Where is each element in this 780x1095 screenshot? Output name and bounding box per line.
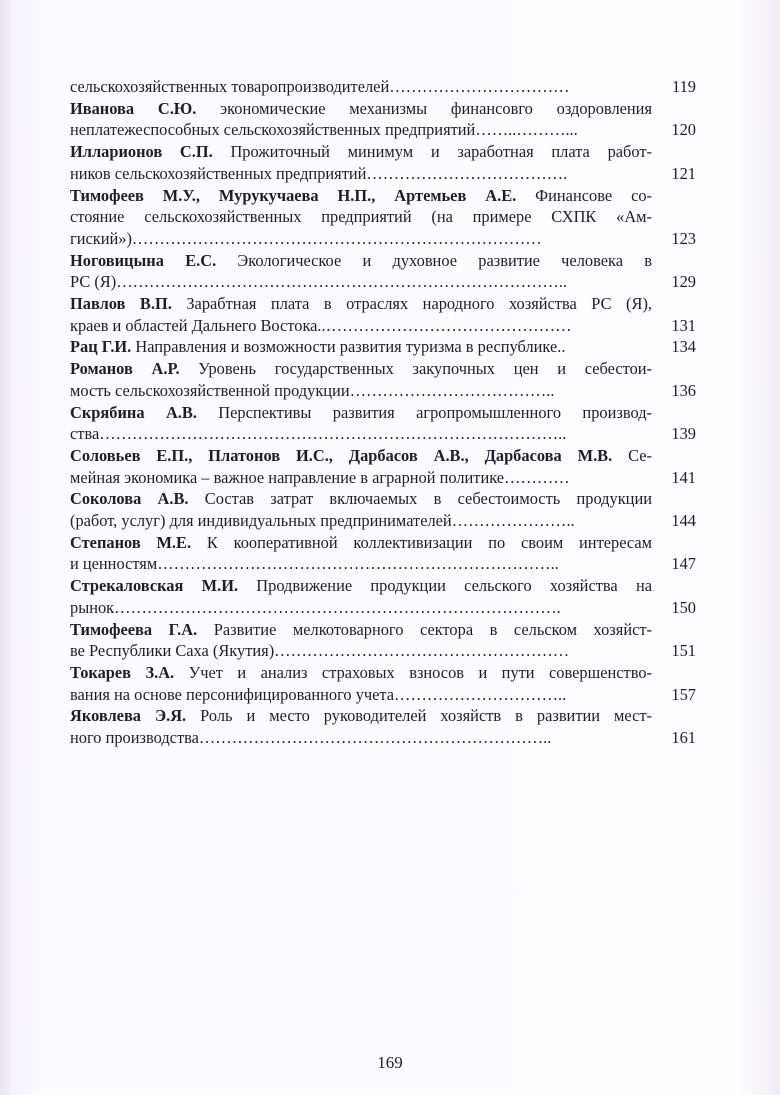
toc-entry-text bbox=[70, 662, 652, 684]
toc-entry-text bbox=[70, 640, 652, 662]
toc-entry-page: 141 bbox=[671, 467, 696, 487]
toc-entry-title: неплатежеспособных сельскохозяйственных предприятий……..………... bbox=[70, 120, 578, 140]
toc-entry-title: К кооперативной коллективизации по своим интересам bbox=[191, 532, 652, 552]
toc-entry-text bbox=[70, 185, 652, 207]
toc-entry-line bbox=[70, 271, 696, 293]
toc-entry-page: 134 bbox=[671, 337, 696, 357]
toc-entry-line bbox=[70, 228, 696, 250]
toc-entry-line bbox=[70, 185, 696, 207]
toc-entry-line bbox=[70, 619, 696, 641]
toc-entry-page: 129 bbox=[671, 272, 696, 292]
toc-entry-title: Состав затрат включаемых в себестоимость продукции bbox=[188, 489, 652, 509]
toc-entry-author: Скрябина А.В. bbox=[70, 402, 197, 422]
toc-entry-page: 121 bbox=[671, 163, 696, 183]
toc-entry-title: рынок………………………………………………………………………. bbox=[70, 597, 561, 617]
toc-entry bbox=[70, 293, 696, 336]
toc-entry-title: Экологическое и духовное развитие человека в bbox=[216, 250, 652, 270]
toc-entry-author: Токарев З.А. bbox=[70, 662, 175, 682]
toc-entry-line bbox=[70, 423, 696, 445]
toc-entry-author: Стрекаловская М.И. bbox=[70, 576, 239, 596]
toc-entry-line bbox=[70, 705, 696, 727]
toc-entry bbox=[70, 488, 696, 531]
toc-entry-author: Романов А.Р. bbox=[70, 359, 180, 379]
toc-entry-title: Уровень государственных закупочных цен и себестои- bbox=[179, 359, 652, 379]
toc-entry-text bbox=[70, 250, 652, 272]
toc-entry-title: РС (Я)……………………………………………………………………….. bbox=[70, 272, 567, 292]
toc-entry-line bbox=[70, 163, 696, 185]
toc-entry-text bbox=[70, 98, 652, 120]
toc-entry-line bbox=[70, 336, 696, 358]
toc-entry-line bbox=[70, 358, 696, 380]
toc-entry-title: ства………………………………………………………………………….. bbox=[70, 424, 567, 444]
toc-entry-author: Илларионов С.П. bbox=[70, 142, 213, 162]
toc-entry-title: ников сельскохозяйственных предприятий………………………………. bbox=[70, 163, 568, 183]
toc-entry-page: 157 bbox=[671, 684, 696, 704]
toc-entry-text bbox=[70, 727, 652, 749]
toc-entry bbox=[70, 76, 696, 98]
toc-entry-title: (работ, услуг) для индивидуальных предпринимателей………………….. bbox=[70, 511, 575, 531]
toc-entry bbox=[70, 402, 696, 445]
toc-entry-line bbox=[70, 141, 696, 163]
toc-entry-line bbox=[70, 250, 696, 272]
toc-entry bbox=[70, 98, 696, 141]
toc-entry-line bbox=[70, 467, 696, 489]
toc-entry bbox=[70, 336, 696, 358]
toc-entry-title: мость сельскохозяйственной продукции……………………………….. bbox=[70, 380, 555, 400]
toc-entry bbox=[70, 532, 696, 575]
toc-entry-page: 147 bbox=[671, 554, 696, 574]
toc-entry-text bbox=[70, 163, 652, 185]
toc-entry-text bbox=[70, 467, 652, 489]
toc-entry-title: мейная экономика – важное направление в аграрной политике………… bbox=[70, 467, 570, 487]
toc-entry-page: 120 bbox=[671, 120, 696, 140]
toc-entry bbox=[70, 141, 696, 184]
toc-entry-line bbox=[70, 662, 696, 684]
toc-entry-title: Прожиточный минимум и заработная плата работ- bbox=[212, 142, 652, 162]
toc-entry-title: Перспективы развития агропромышленного производ- bbox=[196, 402, 652, 422]
toc-entry-title: стояние сельскохозяйственных предприятий (на примере СХПК «Ам- bbox=[70, 207, 652, 227]
toc-entry-author: Павлов В.П. bbox=[70, 294, 172, 314]
toc-entry-line bbox=[70, 380, 696, 402]
toc-entry-title: Развитие мелкотоварного сектора в сельском хозяйст- bbox=[197, 619, 652, 639]
toc-entry-page: 119 bbox=[672, 77, 696, 96]
toc-entry-author: Тимофеева Г.А. bbox=[70, 619, 198, 639]
toc-entry bbox=[70, 575, 696, 618]
toc-entry-line bbox=[70, 119, 696, 141]
toc-entry-text bbox=[70, 206, 652, 228]
toc-entry-text bbox=[70, 423, 652, 445]
toc-entry-title: ве Республики Саха (Якутия)……………………………………………… bbox=[70, 641, 570, 661]
toc-entry-text bbox=[70, 293, 652, 315]
toc-entry-line bbox=[70, 553, 696, 575]
toc-entry-line bbox=[70, 402, 696, 424]
toc-entry-text bbox=[70, 228, 652, 250]
toc-entry-page: 123 bbox=[671, 228, 696, 248]
toc-entry-text bbox=[70, 619, 652, 641]
toc-entry-page: 150 bbox=[671, 597, 696, 617]
toc-entry bbox=[70, 705, 696, 748]
toc-entry-author: Иванова С.Ю. bbox=[70, 98, 197, 118]
toc-entry-line bbox=[70, 597, 696, 619]
toc-entry-text bbox=[70, 358, 652, 380]
toc-entry-author: Ноговицына Е.С. bbox=[70, 250, 217, 270]
toc-entry-title: Зарабтная плата в отраслях народного хозяйства РС (Я), bbox=[171, 294, 652, 314]
toc-entry-text bbox=[70, 380, 652, 402]
toc-entry-line bbox=[70, 640, 696, 662]
toc-entry-title: Се- bbox=[612, 445, 652, 465]
toc-entry-text bbox=[70, 532, 652, 554]
toc-entry-line bbox=[70, 684, 696, 706]
toc-entry-author: Рац Г.И. bbox=[70, 337, 132, 357]
toc-entry bbox=[70, 662, 696, 705]
toc-entry-title: вания на основе персонифицированного учета………………………….. bbox=[70, 684, 567, 704]
toc-entry-title: Учет и анализ страховых взносов и пути совершенство- bbox=[174, 662, 652, 682]
toc-entry-page: 144 bbox=[671, 511, 696, 531]
toc-entry-author: Соколова А.В. bbox=[70, 489, 189, 509]
toc-entry-page: 151 bbox=[671, 641, 696, 661]
toc-entry-title: краев и областей Дальнего Востока..……………………………………… bbox=[70, 315, 572, 335]
toc-entry-text bbox=[70, 336, 652, 358]
toc-entry-title: Роль и место руководителей хозяйств в развитии мест- bbox=[186, 706, 652, 726]
toc-entry-text bbox=[70, 597, 652, 619]
toc-entry-page: 131 bbox=[671, 315, 696, 335]
toc-entry-page: 139 bbox=[671, 424, 696, 444]
toc-entry-line bbox=[70, 76, 696, 98]
toc-entry-line bbox=[70, 575, 696, 597]
toc-entry-title: Финансове со- bbox=[516, 185, 652, 205]
toc-entry-title: гиский»)………………………………………………………………… bbox=[70, 228, 542, 248]
toc-entry-line bbox=[70, 445, 696, 467]
toc-entry-line bbox=[70, 206, 696, 228]
toc-entry-page: 136 bbox=[671, 380, 696, 400]
toc-entry-line bbox=[70, 488, 696, 510]
toc-entry-text bbox=[70, 705, 652, 727]
toc-entry-line bbox=[70, 293, 696, 315]
toc-entry-text bbox=[70, 119, 652, 141]
toc-entry-text bbox=[70, 402, 652, 424]
toc-entry-title: Продвижение продукции сельского хозяйства на bbox=[238, 576, 652, 596]
toc-entry-title: экономические механизмы финансовго оздоровления bbox=[196, 98, 652, 118]
toc-entry-title: Направления и возможности развития туризма в республике.. bbox=[131, 337, 566, 357]
toc-entry-line bbox=[70, 510, 696, 532]
toc-entry bbox=[70, 185, 696, 250]
toc-entry-text bbox=[70, 271, 652, 293]
toc-entry bbox=[70, 619, 696, 662]
toc-entry-line bbox=[70, 315, 696, 337]
table-of-contents bbox=[70, 76, 696, 749]
toc-entry bbox=[70, 250, 696, 293]
toc-entry-text bbox=[70, 315, 652, 337]
toc-entry-author: Яковлева Э.Я. bbox=[70, 706, 187, 726]
toc-entry-text bbox=[70, 510, 652, 532]
toc-entry bbox=[70, 445, 696, 488]
toc-entry bbox=[70, 358, 696, 401]
toc-entry-line bbox=[70, 727, 696, 749]
toc-entry-text bbox=[70, 445, 652, 467]
toc-entry-title: и ценностям……………………………………………………………….. bbox=[70, 554, 559, 574]
toc-entry-line bbox=[70, 532, 696, 554]
toc-entry-title: сельскохозяйственных товаропроизводителей…………………………… bbox=[70, 77, 570, 96]
toc-entry-author: Тимофеев М.У., Мурукучаева Н.П., Артемьев А.Е. bbox=[70, 185, 517, 205]
toc-entry-text bbox=[70, 141, 652, 163]
page-number: 169 bbox=[377, 1053, 403, 1072]
toc-entry-author: Соловьев Е.П., Платонов И.С., Дарбасов А.В., Дарбасова М.В. bbox=[70, 445, 613, 465]
toc-entry-text bbox=[70, 488, 652, 510]
toc-entry-text bbox=[70, 553, 652, 575]
toc-entry-author: Степанов М.Е. bbox=[70, 532, 192, 552]
toc-entry-page: 161 bbox=[671, 728, 696, 748]
toc-entry-text bbox=[70, 684, 652, 706]
toc-entry-text bbox=[70, 575, 652, 597]
toc-entry-text bbox=[70, 76, 652, 98]
toc-entry-title: ного производства……………………………………………………….. bbox=[70, 728, 552, 748]
toc-entry-line bbox=[70, 98, 696, 120]
